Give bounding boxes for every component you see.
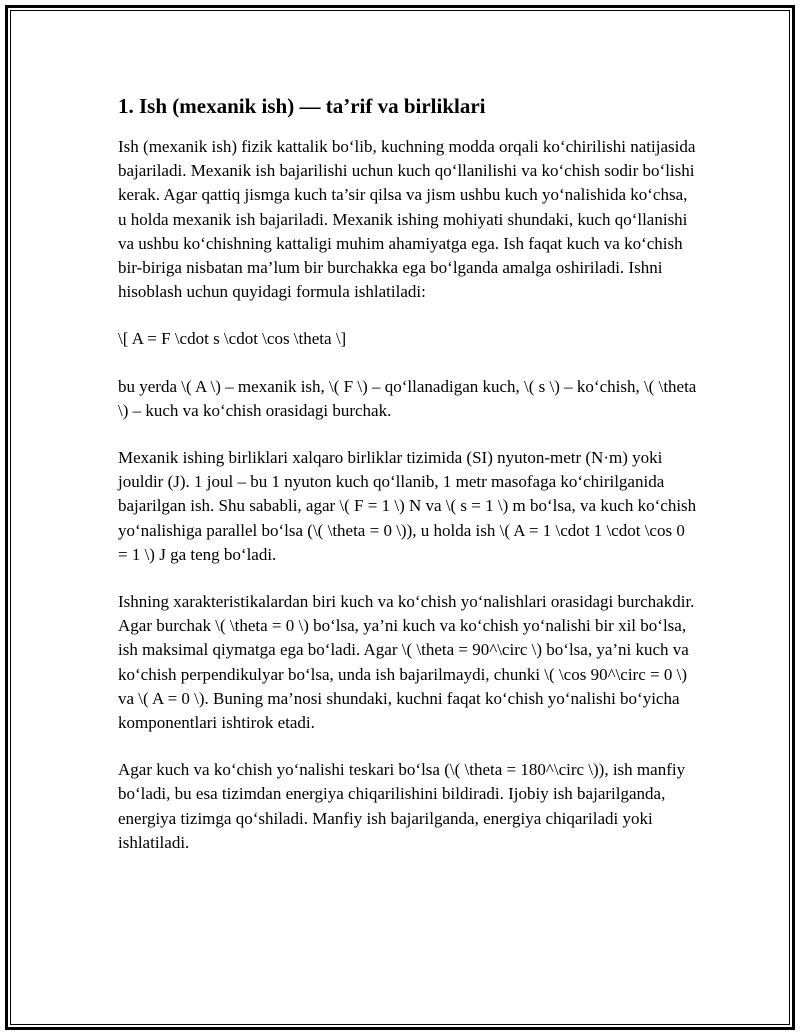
paragraph-negative-work: Agar kuch va ko‘chish yo‘nalishi teskari bo‘lsa (\( \theta = 180^\circ \)), ish manfiy bo‘ladi, bu esa tizimdan energiya chiqarilishini bildiradi. Ijobiy ish bajarilganda, energiya tizimga qo‘shiladi. Manfiy ish bajarilganda, energiya chiqariladi yoki ishlatiladi.	[118, 760, 686, 852]
paragraph-variables: bu yerda \( A \) – mexanik ish, \( F \) – qo‘llanadigan kuch, \( s \) – ko‘chish, \( \theta \) – kuch va ko‘chish orasidagi burchak.	[118, 376, 697, 420]
paragraph-definition: Ish (mexanik ish) fizik kattalik bo‘lib, kuchning modda orqali ko‘chirilishi natijasida bajariladi. Mexanik ish bajarilishi uchun kuch qo‘llanilishi va ko‘chish sodir bo‘lishi kerak. Agar qattiq jismga kuch ta’sir qilsa va jism ushbu kuch yo‘nalishida ko‘chsa, u holda mexanik ish bajariladi. Mexanik ishing mohiyati shundaki, kuch qo‘llanishi va ushbu ko‘chishning kattaligi muhim ahamiyatga ega. Ish faqat kuch va ko‘chish bir-biriga nisbatan ma’lum bir burchakka ega bo‘lganda amalga oshiriladi. Ishni hisoblash uchun quyidagi formula ishlatiladi:	[118, 137, 696, 302]
paragraph-units: Mexanik ishing birliklari xalqaro birliklar tizimida (SI) nyuton-metr (N·m) yoki jouldir (J). 1 joul – bu 1 nyuton kuch qo‘llanib, 1 metr masofaga ko‘chirilganida bajarilgan ish. Shu sababli, agar \( F = 1 \) N va \( s = 1 \) m bo‘lsa, va kuch ko‘chish yo‘nalishiga parallel bo‘lsa (\( \theta = 0 \)), u holda ish \( A = 1 \cdot 1 \cdot \cos 0 = 1 \) J ga teng bo‘ladi.	[118, 448, 697, 564]
paragraph-angle: Ishning xarakteristikalardan biri kuch va ko‘chish yo‘nalishlari orasidagi burchakdir. Agar burchak \( \theta = 0 \) bo‘lsa, ya’ni kuch va ko‘chish yo‘nalishi bir xil bo‘lsa, ish maksimal qiymatga ega bo‘ladi. Agar \( \theta = 90^\circ \) bo‘lsa, ya’ni kuch va ko‘chish perpendikulyar bo‘lsa, unda ish bajarilmaydi, chunki \( \cos 90^\circ = 0 \) va \( A = 0 \). Buning ma’nosi shundaki, kuchni faqat ko‘chish yo‘nalishi bo‘yicha komponentlari ishtirok etadi.	[118, 592, 695, 733]
document-body	[118, 93, 698, 878]
formula-line: \[ A = F \cdot s \cdot \cos \theta \]	[118, 329, 347, 349]
section-heading: 1. Ish (mexanik ish) — ta’rif va birliklari	[118, 94, 486, 118]
